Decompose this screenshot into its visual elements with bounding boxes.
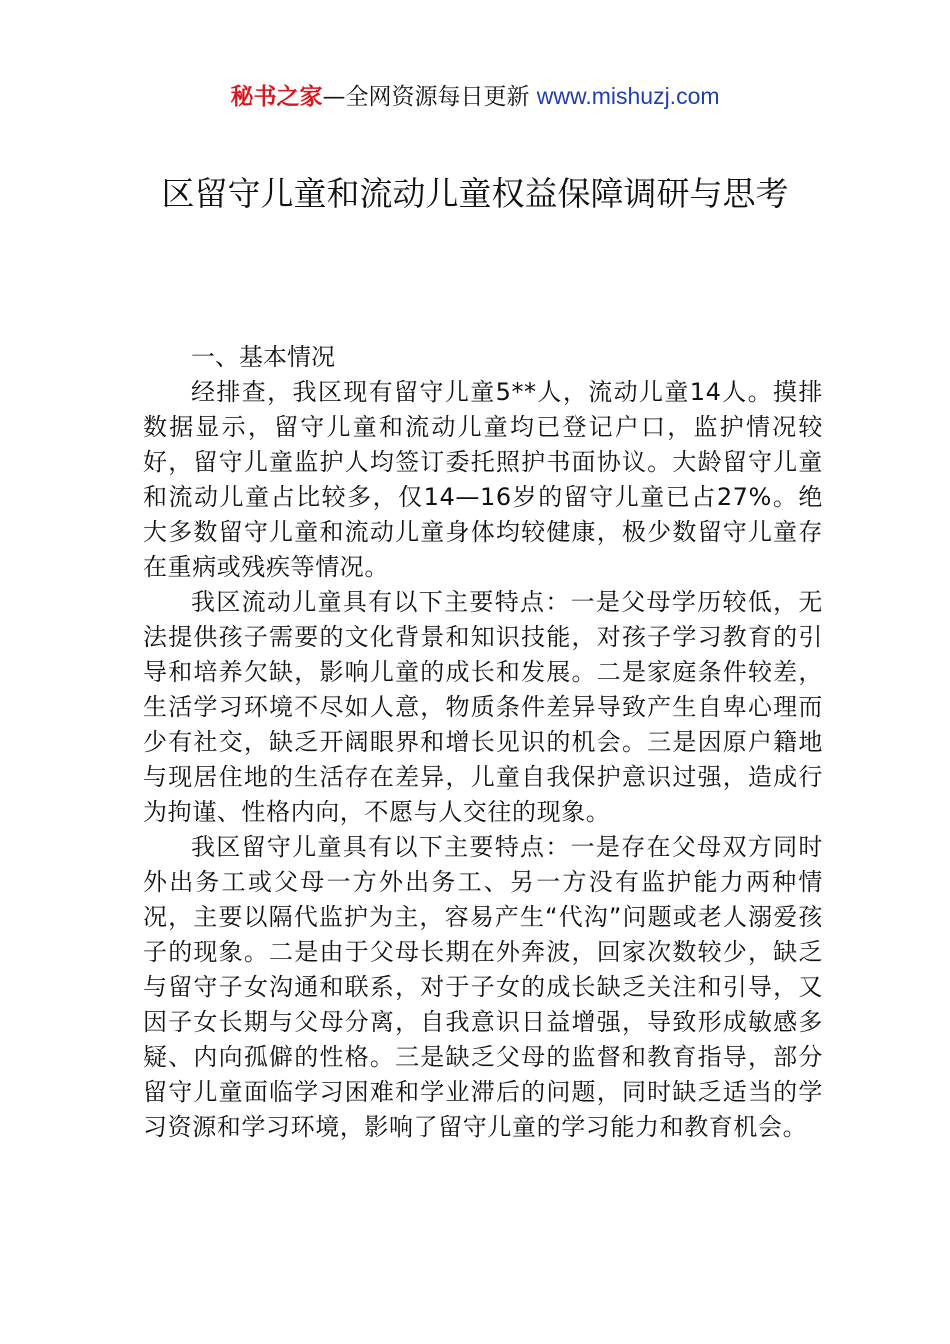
site-name: 秘书之家 (230, 84, 323, 110)
site-slogan: —全网资源每日更新 (322, 84, 530, 110)
site-url-link[interactable]: www.mishuzj.com (536, 83, 720, 109)
paragraph-left-behind-children: 我区留守儿童具有以下主要特点：一是存在父母双方同时外出务工或父母一方外出务工、另一方没有监护能力两种情况，主要以隔代监护为主，容易产生“代沟”问题或老人溺爱孩子的现象。二是由于父母长期在外奔波，回家次数较少，缺乏与留守子女沟通和联系，对于子女的成长缺乏关注和引导，又因子女长期与父母分离，自我意识日益增强，导致形成敏感多疑、内向孤僻的性格。三是缺乏父母的监督和教育指导，部分留守儿童面临学习困难和学业滞后的问题，同时缺乏适当的学习资源和学习环境，影响了留守儿童的学习能力和教育机会。 (143, 833, 823, 1141)
paragraph-migrant-children: 我区流动儿童具有以下主要特点：一是父母学历较低，无法提供孩子需要的文化背景和知识技能，对孩子学习教育的引导和培养欠缺，影响儿童的成长和发展。二是家庭条件较差，生活学习环境不尽如人意，物质条件差异导致产生自卑心理而少有社交，缺乏开阔眼界和增长见识的机会。三是因原户籍地与现居住地的生活存在差异，儿童自我保护意识过强，造成行为拘谨、性格内向，不愿与人交往的现象。 (143, 588, 823, 826)
site-header (0, 80, 950, 113)
paragraph-overview: 经排查，我区现有留守儿童5**人，流动儿童14人。摸排数据显示，留守儿童和流动儿童均已登记户口，监护情况较好，留守儿童监护人均签订委托照护书面协议。大龄留守儿童和流动儿童占比较多，仅14—16岁的留守儿童已占27%。绝大多数留守儿童和流动儿童身体均较健康，极少数留守儿童存在重病或残疾等情况。 (143, 378, 823, 581)
document-body (143, 340, 823, 1145)
document-title: 区留守儿童和流动儿童权益保障调研与思考 (161, 174, 789, 213)
section-heading: 一、基本情况 (191, 343, 335, 371)
